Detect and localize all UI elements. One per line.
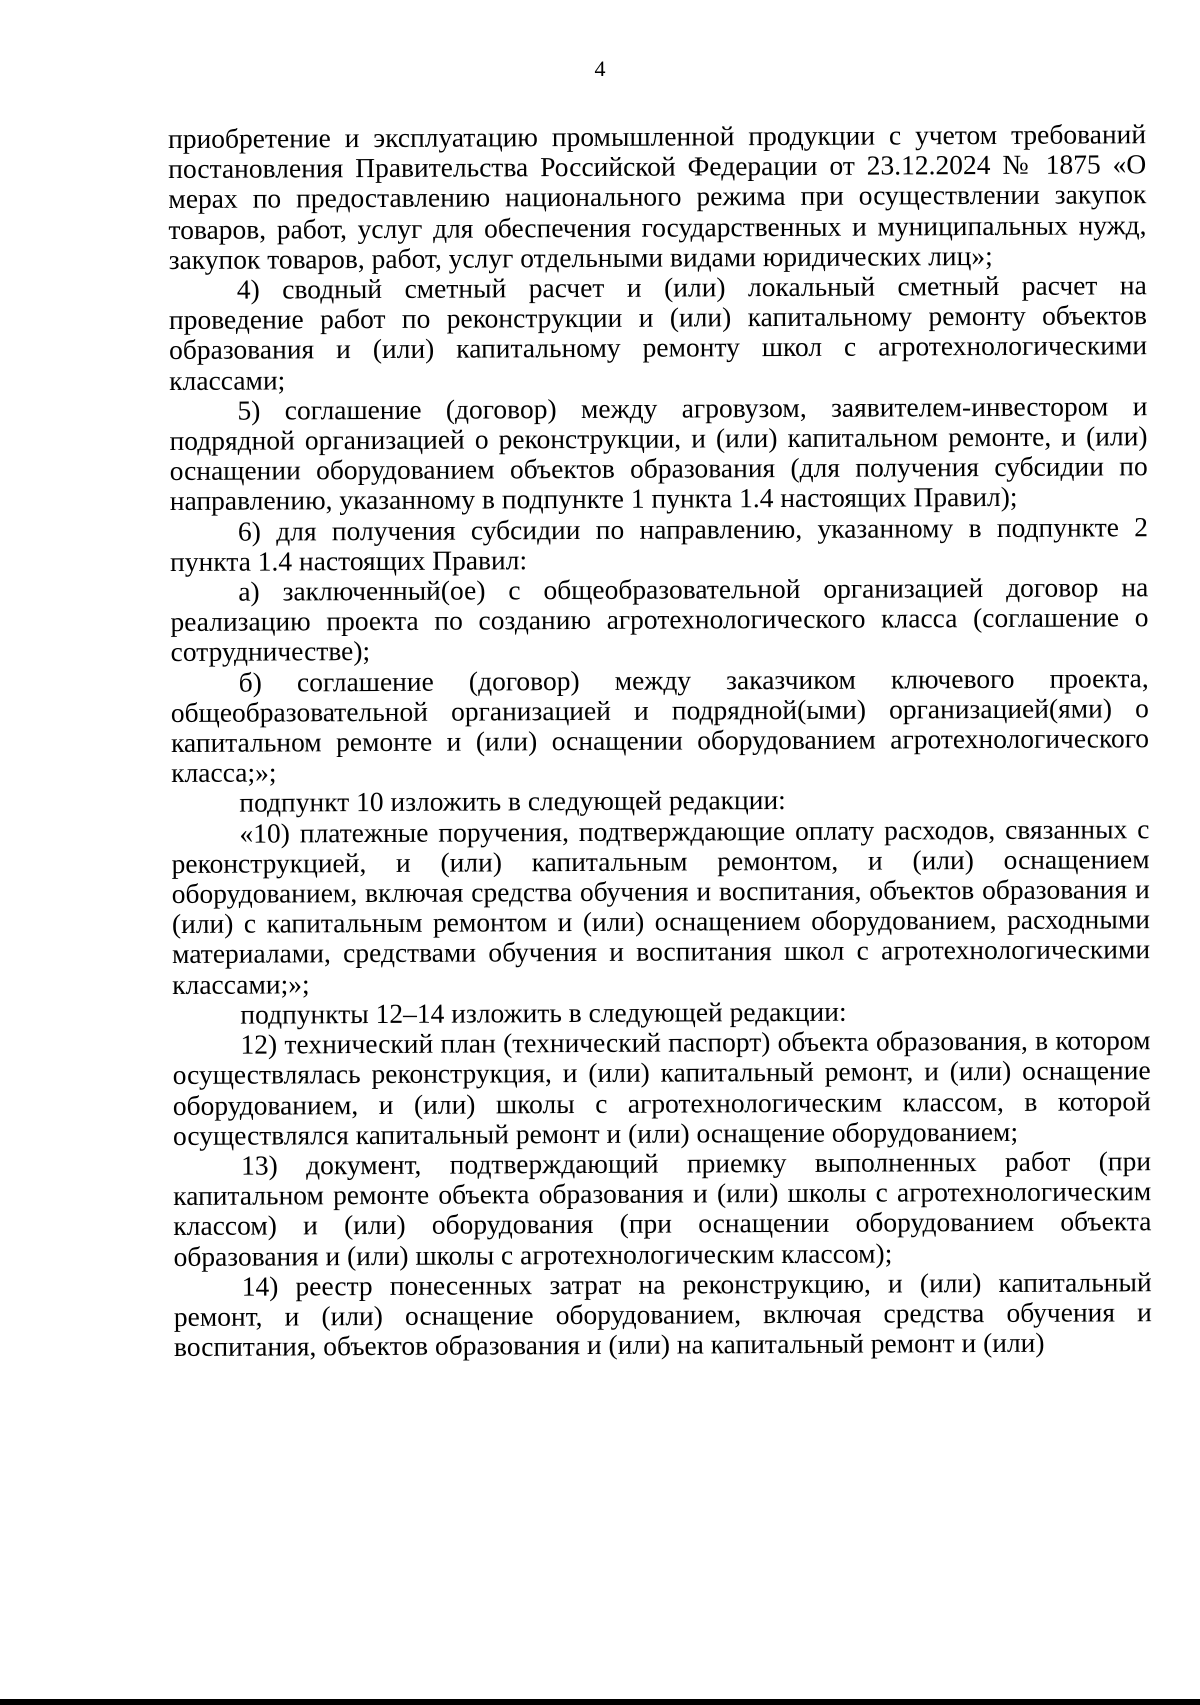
paragraph-amend-12-14: подпункты 12–14 изложить в следующей редакции: (240, 995, 847, 1030)
paragraph-item-6a: а) заключенный(ое) с общеобразовательной организацией договор на реализацию проекта по созданию агротехнологического класса (соглашение о сотрудничестве); (170, 571, 1149, 668)
page-number: 4 (594, 56, 606, 81)
paragraph-item-4: 4) сводный сметный расчет и (или) локальный сметный расчет на проведение работ по реконструкции и (или) капитальному ремонту объектов образования и (или) капитальному ремонту школ с агротехнологическими классами; (168, 269, 1148, 396)
scan-bottom-edge (0, 1699, 1200, 1705)
document-body (168, 119, 1152, 1362)
paragraph-continuation: приобретение и эксплуатацию промышленной продукции с учетом требований постановления Правительства Российской Федерации от 23.12.2024 № 1875 «О мерах по предоставлению национального режима при осуществлении закупок товаров, работ, услуг для обеспечения государственных и муниципальных нужд, закупок товаров, работ, услуг отдельными видами юридических лиц»; (167, 118, 1147, 275)
paragraph-item-13: 13) документ, подтверждающий приемку выполненных работ (при капитальном ремонте объекта образования и (или) школы с агротехнологическим классом) и (или) оборудования (при оснащении оборудованием объекта образования и (или) школы с агротехнологическим классом); (173, 1145, 1152, 1272)
paragraph-item-12: 12) технический план (технический паспорт) объекта образования, в котором осуществлялась реконструкция, и (или) капитальный ремонт, и (или) оснащение оборудованием, и (или) школы с агротехнологическим классом, в которой осуществлялся капитальный ремонт и (или) оснащение оборудованием; (172, 1024, 1151, 1151)
paragraph-item-6b: б) соглашение (договор) между заказчиком ключевого проекта, общеобразовательной организацией и подрядной(ыми) организацией(ями) о капитальном ремонте и (или) оснащении оборудованием агротехнологического класса;»; (170, 661, 1150, 789)
paragraph-item-14: 14) реестр понесенных затрат на реконструкцию, и (или) капитальный ремонт, и (или) оснащение оборудованием, включая средства обучения и воспитания, объектов образования и (или) на капитальный ремонт и (или) (173, 1265, 1152, 1363)
paragraph-item-5: 5) соглашение (договор) между агровузом, заявителем-инвестором и подрядной организацией о реконструкции, и (или) капитальном ремонте, и (или) оснащении оборудованием объектов образования (для получения субсидии по направлению, указанному в подпункте 1 пункта 1.4 настоящих Правил); (169, 390, 1148, 517)
paragraph-amend-10: подпункт 10 изложить в следующей редакции: (239, 784, 786, 819)
paragraph-item-10: «10) платежные поручения, подтверждающие оплату расходов, связанных с реконструкцией, и (или) капитальным ремонтом, и (или) оснащением оборудованием, включая средства обучения и воспитания, объектов образования и (или) с капитальным ремонтом и (или) оснащением оборудованием, расходными материалами, средствами обучения и воспитания школ с агротехнологическими классами;»; (171, 812, 1151, 1000)
paragraph-item-6: 6) для получения субсидии по направлению, указанному в подпункте 2 пункта 1.4 настоящих Правил: (170, 510, 1149, 577)
